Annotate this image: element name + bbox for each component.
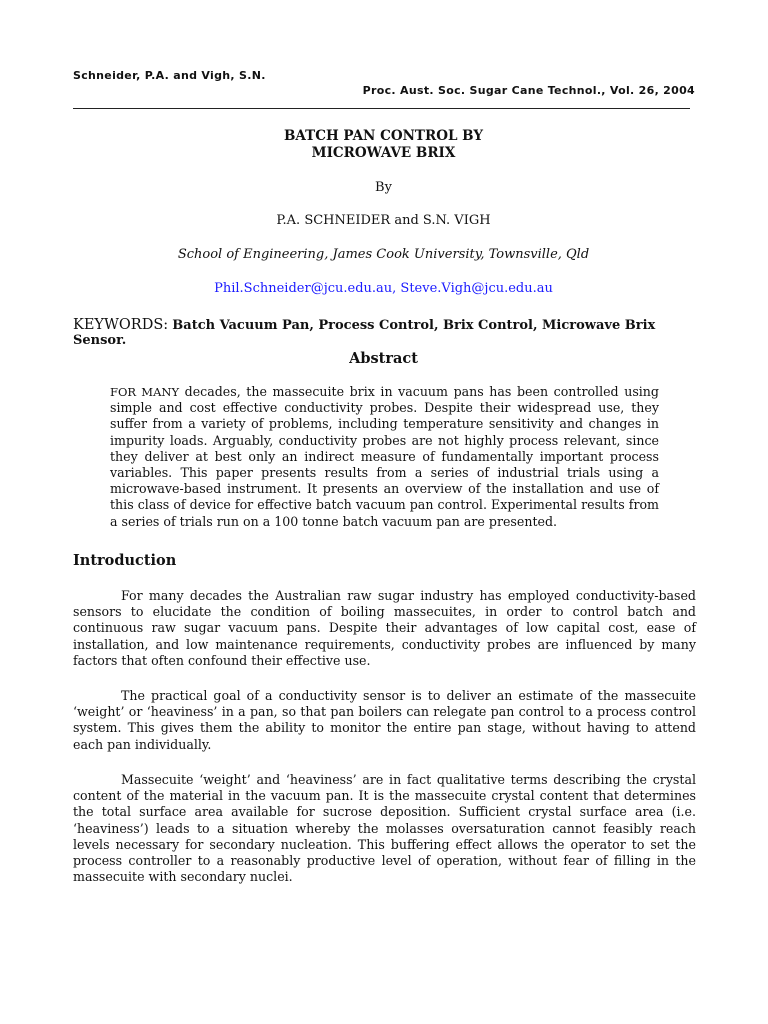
- abstract-body: decades, the massecuite brix in vacuum pans has been controlled using simple and cost effective conductivity probes. Despite their widespread use, they suffer from a variety of problems, including temperature sensitivity and changes in impurity loads. Arguably, conductivity probes are not highly process relevant, since they deliver at best only an indirect measure of fundamentally important process variables. This paper presents results from a series of industrial trials using a microwave-based instrument. It presents an overview of the installation and use of this class of device for effective batch vacuum pan control. Experimental results from a series of trials run on a 100 tonne batch vacuum pan are presented.: [110, 384, 659, 529]
- header-divider: [73, 108, 690, 109]
- abstract-lead-in: FOR MANY: [110, 385, 180, 399]
- email-separator: ,: [392, 281, 401, 296]
- paper-title-line-2: MICROWAVE BRIX: [311, 145, 456, 161]
- email-link-vigh[interactable]: Steve.Vigh@jcu.edu.au: [400, 281, 553, 296]
- introduction-paragraph-2: The practical goal of a conductivity sensor is to deliver an estimate of the massecuite ‘weight’ or ‘heaviness’ in a pan, so that pan boilers can relegate pan control to a process control system. This gives them the ability to monitor the entire pan stage, without having to attend each pan individually.: [73, 688, 696, 752]
- affiliation: School of Engineering, James Cook University, Townsville, Qld: [177, 247, 590, 262]
- running-header-journal: Proc. Aust. Soc. Sugar Cane Technol., Vol. 26, 2004: [362, 84, 695, 97]
- author-emails: [73, 281, 694, 296]
- running-header-authors: Schneider, P.A. and Vigh, S.N.: [73, 69, 266, 82]
- author-names: P.A. SCHNEIDER and S.N. VIGH: [276, 213, 491, 228]
- keywords-label: KEYWORDS:: [73, 317, 169, 333]
- introduction-heading: Introduction: [73, 552, 177, 569]
- keywords-text: Batch Vacuum Pan, Process Control, Brix Control, Microwave Brix Sensor.: [73, 318, 656, 348]
- abstract-text: [110, 384, 659, 530]
- introduction-paragraph-1: For many decades the Australian raw sugar industry has employed conductivity-based sensors to elucidate the condition of boiling massecuites, in order to control batch and continuous raw sugar vacuum pans. Despite their advantages of low capital cost, ease of installation, and low maintenance requirements, conductivity probes are influenced by many factors that often confound their effective use.: [73, 588, 696, 668]
- by-line: By: [375, 180, 392, 195]
- abstract-heading: Abstract: [349, 350, 418, 367]
- paper-title-line-1: BATCH PAN CONTROL BY: [284, 128, 483, 144]
- introduction-paragraph-3: Massecuite ‘weight’ and ‘heaviness’ are in fact qualitative terms describing the crystal content of the material in the vacuum pan. It is the massecuite crystal content that determines the total surface area available for sucrose deposition. Sufficient crystal surface area (i.e. ‘heaviness’) leads to a situation whereby the molasses oversaturation cannot feasibly reach levels necessary for secondary nucleation. This buffering effect allows the operator to set the process controller to a reasonably productive level of operation, without fear of filling in the massecuite with secondary nuclei.: [73, 772, 696, 885]
- keywords: [73, 317, 694, 348]
- paper-title: [73, 128, 694, 162]
- email-link-schneider[interactable]: Phil.Schneider@jcu.edu.au: [214, 281, 393, 296]
